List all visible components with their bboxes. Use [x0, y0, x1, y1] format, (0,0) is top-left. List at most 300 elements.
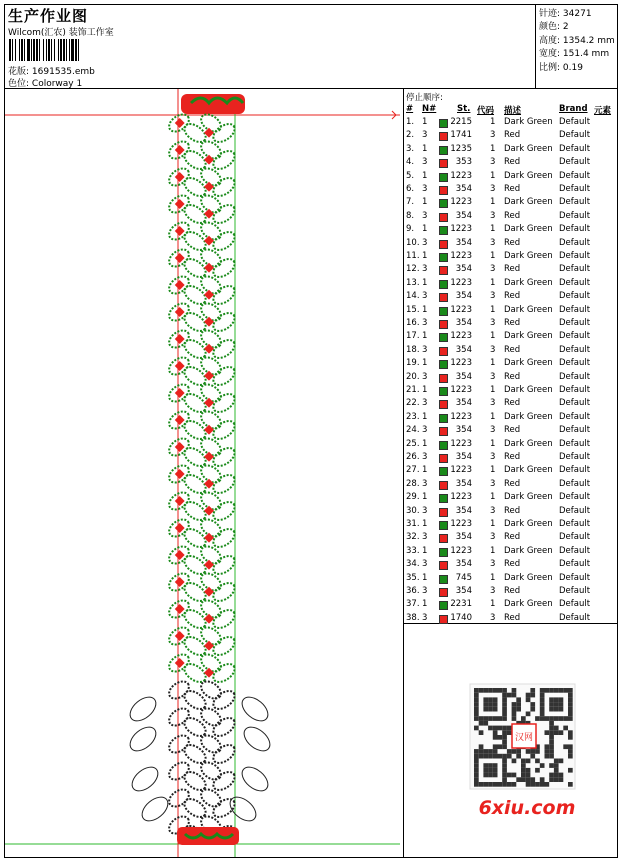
row-description: Dark Green [504, 277, 553, 288]
color-swatch [439, 320, 448, 329]
row-code: 1 [490, 411, 496, 422]
row-brand: Default [559, 572, 591, 583]
qr-stamp: 汉网 [514, 733, 534, 743]
row-brand: Default [559, 210, 591, 221]
row-stitches: 1223 [450, 545, 472, 556]
design-preview [5, 89, 404, 857]
row-needle: 1 [422, 358, 428, 369]
row-stitches: 354 [455, 586, 472, 596]
row-needle: 3 [422, 478, 428, 489]
color-swatch [439, 280, 448, 289]
color-swatch [439, 494, 448, 503]
color-swatch [439, 508, 448, 517]
color-swatch [439, 159, 448, 168]
table-row [404, 599, 617, 612]
row-index: 31. [406, 519, 420, 529]
row-code: 1 [490, 599, 496, 610]
barcode [9, 39, 143, 61]
row-description: Red [504, 532, 521, 543]
leaf-pattern [126, 94, 275, 848]
row-index: 16. [406, 318, 420, 328]
row-description: Red [504, 318, 521, 328]
row-needle: 1 [422, 304, 428, 315]
table-row [404, 385, 617, 398]
table-row [404, 291, 617, 304]
color-swatch [439, 427, 448, 436]
color-swatch [439, 575, 448, 584]
row-needle: 3 [422, 425, 428, 436]
row-stitches: 354 [455, 505, 472, 516]
color-swatch [439, 213, 448, 222]
table-row [404, 465, 617, 478]
row-stitches: 1223 [450, 304, 472, 315]
row-description: Red [504, 425, 521, 436]
row-code: 1 [490, 197, 496, 208]
col-desc: 描述 [504, 106, 522, 116]
row-index: 26. [406, 452, 420, 462]
row-brand: Default [559, 170, 591, 181]
row-brand: Default [559, 559, 591, 570]
color-swatch [439, 548, 448, 557]
row-index: 4. [406, 157, 415, 168]
row-needle: 3 [422, 344, 428, 355]
row-description: Dark Green [504, 251, 553, 261]
header-info [5, 5, 536, 89]
table-row [404, 519, 617, 532]
colorway-line [8, 76, 82, 89]
table-row [404, 318, 617, 331]
row-description: Red [504, 398, 521, 409]
row-code: 3 [490, 264, 496, 275]
row-stitches: 1223 [450, 331, 472, 342]
color-swatch [439, 400, 448, 409]
row-brand: Default [559, 277, 591, 288]
row-code: 3 [490, 344, 496, 355]
row-stitches: 354 [455, 478, 472, 489]
row-brand: Default [559, 318, 591, 328]
row-needle: 3 [422, 586, 428, 596]
row-brand: Default [559, 264, 591, 275]
row-index: 38. [406, 612, 420, 623]
row-code: 1 [490, 385, 496, 395]
row-description: Red [504, 210, 521, 221]
row-description: Dark Green [504, 143, 553, 154]
stat-height: 高度: 1354.2 mm [539, 36, 615, 46]
row-index: 22. [406, 398, 420, 409]
row-needle: 1 [422, 170, 428, 181]
row-code: 3 [490, 559, 496, 570]
row-description: Red [504, 344, 521, 355]
row-index: 24. [406, 425, 420, 436]
row-brand: Default [559, 519, 591, 529]
table-row [404, 251, 617, 264]
row-brand: Default [559, 344, 591, 355]
row-needle: 3 [422, 398, 428, 409]
color-swatch [439, 387, 448, 396]
colorway-label: 色位: [8, 79, 30, 89]
row-brand: Default [559, 157, 591, 168]
row-code: 3 [490, 237, 496, 248]
file-label: 花版: [8, 67, 30, 77]
row-description: Red [504, 184, 521, 194]
row-needle: 1 [422, 197, 428, 208]
row-description: Dark Green [504, 599, 553, 610]
row-stitches: 2215 [450, 117, 472, 127]
row-description: Dark Green [504, 385, 553, 395]
row-stitches: 353 [455, 157, 472, 168]
color-swatch [439, 266, 448, 275]
table-row [404, 211, 617, 224]
row-needle: 3 [422, 184, 428, 194]
row-description: Red [504, 291, 521, 302]
color-swatch [439, 521, 448, 530]
row-index: 23. [406, 411, 420, 422]
row-code: 3 [490, 398, 496, 409]
table-row [404, 224, 617, 237]
row-stitches: 354 [455, 318, 472, 328]
row-description: Dark Green [504, 331, 553, 342]
col-index: # [406, 104, 414, 114]
row-description: Red [504, 586, 521, 596]
row-code: 1 [490, 438, 496, 449]
row-index: 1. [406, 117, 415, 127]
row-index: 32. [406, 532, 420, 543]
table-row [404, 197, 617, 210]
row-stitches: 1223 [450, 411, 472, 422]
row-needle: 1 [422, 572, 428, 583]
table-row [404, 264, 617, 277]
row-brand: Default [559, 358, 591, 369]
table-row [404, 184, 617, 197]
col-n: N# [422, 104, 437, 114]
row-brand: Default [559, 385, 591, 395]
row-code: 1 [490, 170, 496, 181]
row-description: Dark Green [504, 411, 553, 422]
row-index: 13. [406, 277, 420, 288]
table-row [404, 238, 617, 251]
color-swatch [439, 588, 448, 597]
row-description: Red [504, 130, 521, 141]
row-brand: Default [559, 398, 591, 409]
row-code: 1 [490, 358, 496, 369]
row-index: 17. [406, 331, 420, 342]
row-stitches: 354 [455, 210, 472, 221]
row-needle: 1 [422, 385, 428, 395]
row-needle: 3 [422, 532, 428, 543]
row-code: 1 [490, 224, 496, 235]
row-stitches: 354 [455, 371, 472, 382]
row-description: Dark Green [504, 117, 553, 127]
row-index: 30. [406, 505, 420, 516]
row-brand: Default [559, 411, 591, 422]
row-needle: 1 [422, 519, 428, 529]
row-stitches: 1223 [450, 519, 472, 529]
row-index: 37. [406, 599, 420, 610]
row-stitches: 1223 [450, 492, 472, 503]
color-swatch [439, 467, 448, 476]
row-code: 1 [490, 117, 496, 127]
row-index: 8. [406, 210, 415, 221]
row-description: Dark Green [504, 197, 553, 208]
row-stitches: 354 [455, 398, 472, 409]
row-stitches: 2231 [450, 599, 472, 610]
row-stitches: 354 [455, 559, 472, 570]
row-index: 34. [406, 559, 420, 570]
row-index: 2. [406, 130, 415, 141]
row-description: Dark Green [504, 438, 553, 449]
table-row [404, 546, 617, 559]
table-row [404, 372, 617, 385]
row-index: 28. [406, 478, 420, 489]
row-index: 36. [406, 586, 420, 596]
table-row [404, 345, 617, 358]
row-stitches: 1740 [450, 612, 472, 623]
row-index: 33. [406, 545, 420, 556]
row-stitches: 1223 [450, 358, 472, 369]
col-element: 元素 [594, 106, 612, 116]
row-code: 3 [490, 478, 496, 489]
row-brand: Default [559, 532, 591, 543]
table-row [404, 425, 617, 438]
company-name: Wilcom(汇农) 装饰工作室 [8, 28, 114, 38]
row-needle: 1 [422, 545, 428, 556]
color-swatch [439, 414, 448, 423]
row-needle: 1 [422, 224, 428, 235]
row-index: 25. [406, 438, 420, 449]
color-swatch [439, 534, 448, 543]
row-description: Red [504, 505, 521, 516]
row-brand: Default [559, 197, 591, 208]
row-needle: 3 [422, 612, 428, 623]
row-stitches: 1223 [450, 277, 472, 288]
stat-colors: 颜色: 2 [539, 22, 569, 32]
row-code: 1 [490, 465, 496, 476]
color-swatch [439, 199, 448, 208]
watermark-area [404, 624, 617, 857]
row-description: Dark Green [504, 572, 553, 583]
table-row [404, 358, 617, 371]
row-code: 1 [490, 251, 496, 261]
row-brand: Default [559, 251, 591, 261]
color-swatch [439, 333, 448, 342]
row-code: 1 [490, 545, 496, 556]
color-swatch [439, 132, 448, 141]
table-row [404, 479, 617, 492]
table-row [404, 506, 617, 519]
row-brand: Default [559, 492, 591, 503]
color-swatch [439, 601, 448, 610]
color-swatch [439, 615, 448, 624]
color-swatch [439, 186, 448, 195]
row-brand: Default [559, 117, 591, 127]
row-index: 14. [406, 291, 420, 302]
color-swatch [439, 293, 448, 302]
stat-scale: 比例: 0.19 [539, 63, 583, 73]
row-needle: 1 [422, 465, 428, 476]
row-brand: Default [559, 331, 591, 342]
row-brand: Default [559, 438, 591, 449]
table-row [404, 559, 617, 572]
row-code: 1 [490, 277, 496, 288]
row-code: 3 [490, 371, 496, 382]
row-brand: Default [559, 184, 591, 194]
row-index: 29. [406, 492, 420, 503]
row-description: Red [504, 264, 521, 275]
row-description: Dark Green [504, 519, 553, 529]
row-index: 20. [406, 371, 420, 382]
row-description: Red [504, 612, 521, 623]
table-row [404, 532, 617, 545]
row-needle: 3 [422, 452, 428, 462]
row-needle: 1 [422, 331, 428, 342]
table-row [404, 586, 617, 599]
row-code: 1 [490, 492, 496, 503]
row-needle: 3 [422, 237, 428, 248]
row-stitches: 354 [455, 425, 472, 436]
row-stitches: 354 [455, 344, 472, 355]
row-needle: 1 [422, 117, 428, 127]
row-description: Dark Green [504, 545, 553, 556]
row-code: 3 [490, 586, 496, 596]
colorway-value: Colorway 1 [31, 79, 83, 89]
row-description: Red [504, 371, 521, 382]
table-row [404, 157, 617, 170]
row-index: 12. [406, 264, 420, 275]
row-code: 3 [490, 210, 496, 221]
row-brand: Default [559, 224, 591, 235]
row-description: Dark Green [504, 358, 553, 369]
row-brand: Default [559, 478, 591, 489]
row-brand: Default [559, 612, 591, 623]
row-needle: 3 [422, 371, 428, 382]
row-index: 5. [406, 170, 415, 181]
row-index: 10. [406, 237, 420, 248]
table-row [404, 452, 617, 465]
row-description: Dark Green [504, 170, 553, 181]
table-row [404, 398, 617, 411]
row-index: 9. [406, 224, 415, 235]
table-row [404, 130, 617, 143]
color-swatch [439, 240, 448, 249]
production-sheet [4, 4, 618, 858]
row-description: Dark Green [504, 224, 553, 235]
row-code: 1 [490, 143, 496, 154]
row-description: Red [504, 478, 521, 489]
row-code: 3 [490, 505, 496, 516]
row-needle: 1 [422, 411, 428, 422]
row-brand: Default [559, 452, 591, 462]
color-swatch [439, 146, 448, 155]
row-brand: Default [559, 291, 591, 302]
row-needle: 1 [422, 143, 428, 154]
table-row [404, 439, 617, 452]
row-stitches: 1235 [450, 143, 472, 154]
row-brand: Default [559, 371, 591, 382]
page-title: 生产作业图 [8, 7, 89, 25]
row-index: 19. [406, 358, 420, 369]
row-index: 11. [406, 251, 420, 261]
row-needle: 1 [422, 438, 428, 449]
row-code: 3 [490, 318, 496, 328]
stop-sequence-title: 停止顺序: [406, 93, 443, 103]
row-code: 3 [490, 157, 496, 168]
row-code: 3 [490, 452, 496, 462]
table-row [404, 412, 617, 425]
row-code: 3 [490, 612, 496, 623]
row-code: 1 [490, 304, 496, 315]
row-stitches: 1223 [450, 197, 472, 208]
row-code: 3 [490, 184, 496, 194]
row-brand: Default [559, 545, 591, 556]
table-row [404, 278, 617, 291]
row-brand: Default [559, 599, 591, 610]
row-brand: Default [559, 586, 591, 596]
table-row [404, 305, 617, 318]
row-code: 1 [490, 519, 496, 529]
row-stitches: 354 [455, 237, 472, 248]
color-swatch [439, 374, 448, 383]
row-index: 18. [406, 344, 420, 355]
row-needle: 3 [422, 559, 428, 570]
row-stitches: 1223 [450, 385, 472, 395]
row-brand: Default [559, 130, 591, 141]
row-index: 7. [406, 197, 415, 208]
color-swatch [439, 347, 448, 356]
col-st: St. [457, 104, 471, 114]
row-index: 21. [406, 385, 420, 395]
stats-panel [536, 5, 617, 89]
color-swatch [439, 253, 448, 262]
stop-sequence-table [404, 89, 617, 624]
row-description: Dark Green [504, 465, 553, 476]
col-brand: Brand [559, 104, 588, 114]
color-swatch [439, 360, 448, 369]
row-needle: 3 [422, 130, 428, 141]
row-index: 15. [406, 304, 420, 315]
row-brand: Default [559, 304, 591, 315]
row-description: Dark Green [504, 492, 553, 503]
row-brand: Default [559, 465, 591, 476]
row-stitches: 354 [455, 291, 472, 302]
row-stitches: 354 [455, 184, 472, 194]
row-needle: 3 [422, 291, 428, 302]
row-stitches: 354 [455, 264, 472, 275]
row-code: 1 [490, 572, 496, 583]
row-needle: 1 [422, 251, 428, 261]
stat-width: 宽度: 151.4 mm [539, 49, 610, 59]
row-stitches: 745 [455, 572, 472, 583]
color-swatch [439, 173, 448, 182]
color-swatch [439, 454, 448, 463]
table-row [404, 492, 617, 505]
row-index: 35. [406, 572, 420, 583]
row-stitches: 354 [455, 532, 472, 543]
watermark-text: 6xiu.com [478, 797, 576, 819]
row-index: 27. [406, 465, 420, 476]
color-swatch [439, 119, 448, 128]
row-needle: 3 [422, 264, 428, 275]
table-row [404, 331, 617, 344]
row-needle: 1 [422, 492, 428, 503]
row-code: 3 [490, 291, 496, 302]
row-stitches: 1223 [450, 170, 472, 181]
row-needle: 3 [422, 505, 428, 516]
row-description: Red [504, 452, 521, 462]
row-brand: Default [559, 143, 591, 154]
color-swatch [439, 561, 448, 570]
row-description: Red [504, 157, 521, 168]
table-row [404, 144, 617, 157]
